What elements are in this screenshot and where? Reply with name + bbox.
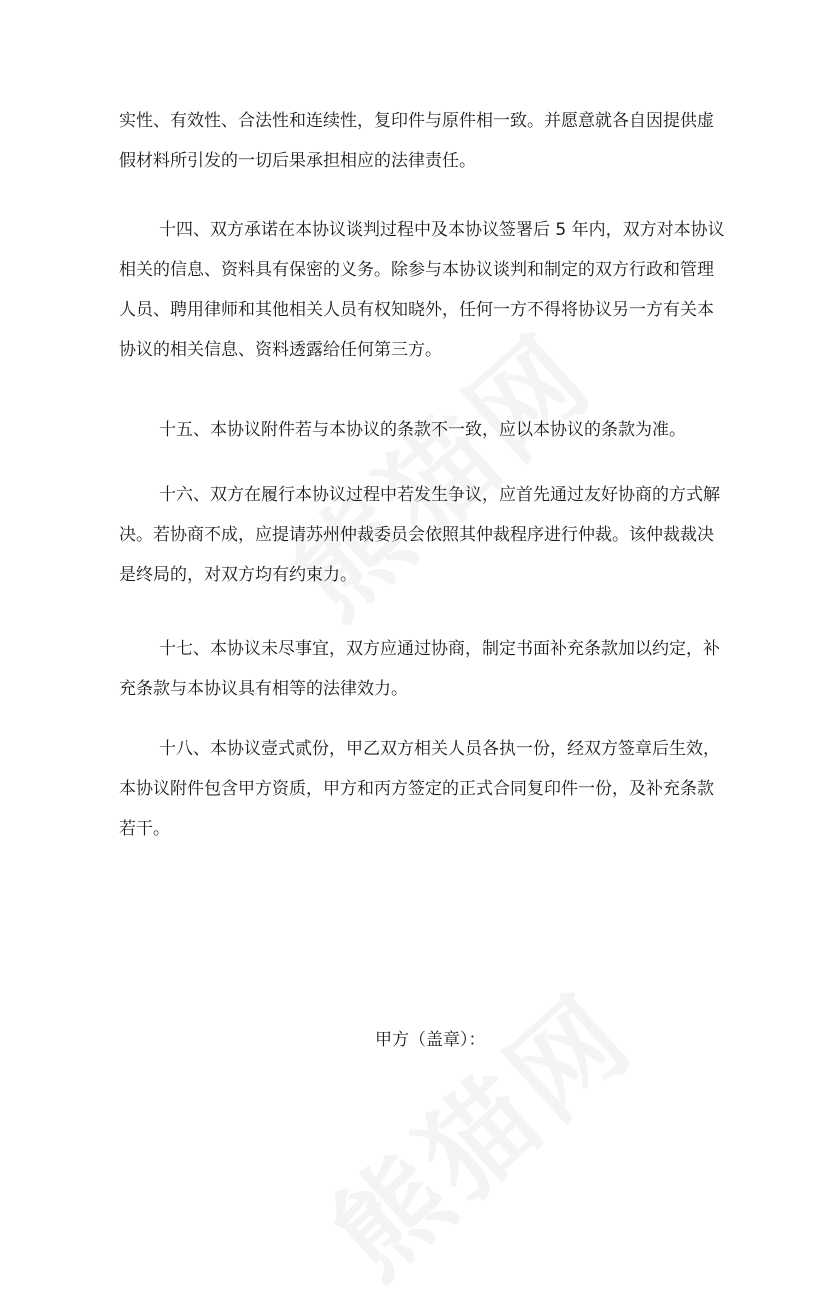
paragraph-line: 十四、双方承诺在本协议谈判过程中及本协议签署后 5 年内，双方对本协议 <box>159 220 725 240</box>
watermark <box>293 952 662 1306</box>
clause-16 <box>119 475 719 595</box>
paragraph-line: 是终局的，对双方均有约束力。 <box>119 565 357 585</box>
paragraph-line: 十六、双方在履行本协议过程中若发生争议，应首先通过友好协商的方式解 <box>159 485 720 505</box>
party-a-signature-label: 甲方（盖章）： <box>375 1030 486 1050</box>
paragraph-line: 本协议附件包含甲方资质，甲方和丙方签定的正式合同复印件一份，及补充条款 <box>119 779 714 799</box>
paragraph-line: 人员、聘用律师和其他相关人员有权知晓外，任何一方不得将协议另一方有关本 <box>119 300 714 320</box>
paragraph-line: 假材料所引发的一切后果承担相应的法律责任。 <box>119 151 476 171</box>
clause-14 <box>119 210 725 370</box>
paragraph-line: 决。若协商不成，应提请苏州仲裁委员会依照其仲裁程序进行仲裁。该仲裁裁决 <box>119 525 714 545</box>
paragraph-line: 十七、本协议未尽事宜，双方应通过协商，制定书面补充条款加以约定，补 <box>159 639 720 659</box>
clause-18 <box>119 729 719 849</box>
paragraph-line: 十五、本协议附件若与本协议的条款不一致，应以本协议的条款为准。 <box>159 420 686 440</box>
paragraph-line: 若干。 <box>119 819 170 839</box>
clause-15 <box>119 410 719 450</box>
paragraph-continuation <box>119 101 719 181</box>
paragraph-line: 实性、有效性、合法性和连续性，复印件与原件相一致。并愿意就各自因提供虚 <box>119 111 714 131</box>
paragraph-line: 相关的信息、资料具有保密的义务。除参与本协议谈判和制定的双方行政和管理 <box>119 260 714 280</box>
paragraph-line: 协议的相关信息、资料透露给任何第三方。 <box>119 340 442 360</box>
paragraph-line: 十八、本协议壹式贰份，甲乙双方相关人员各执一份，经双方签章后生效， <box>159 739 720 759</box>
paragraph-line: 充条款与本协议具有相等的法律效力。 <box>119 679 408 699</box>
clause-17 <box>119 629 719 709</box>
